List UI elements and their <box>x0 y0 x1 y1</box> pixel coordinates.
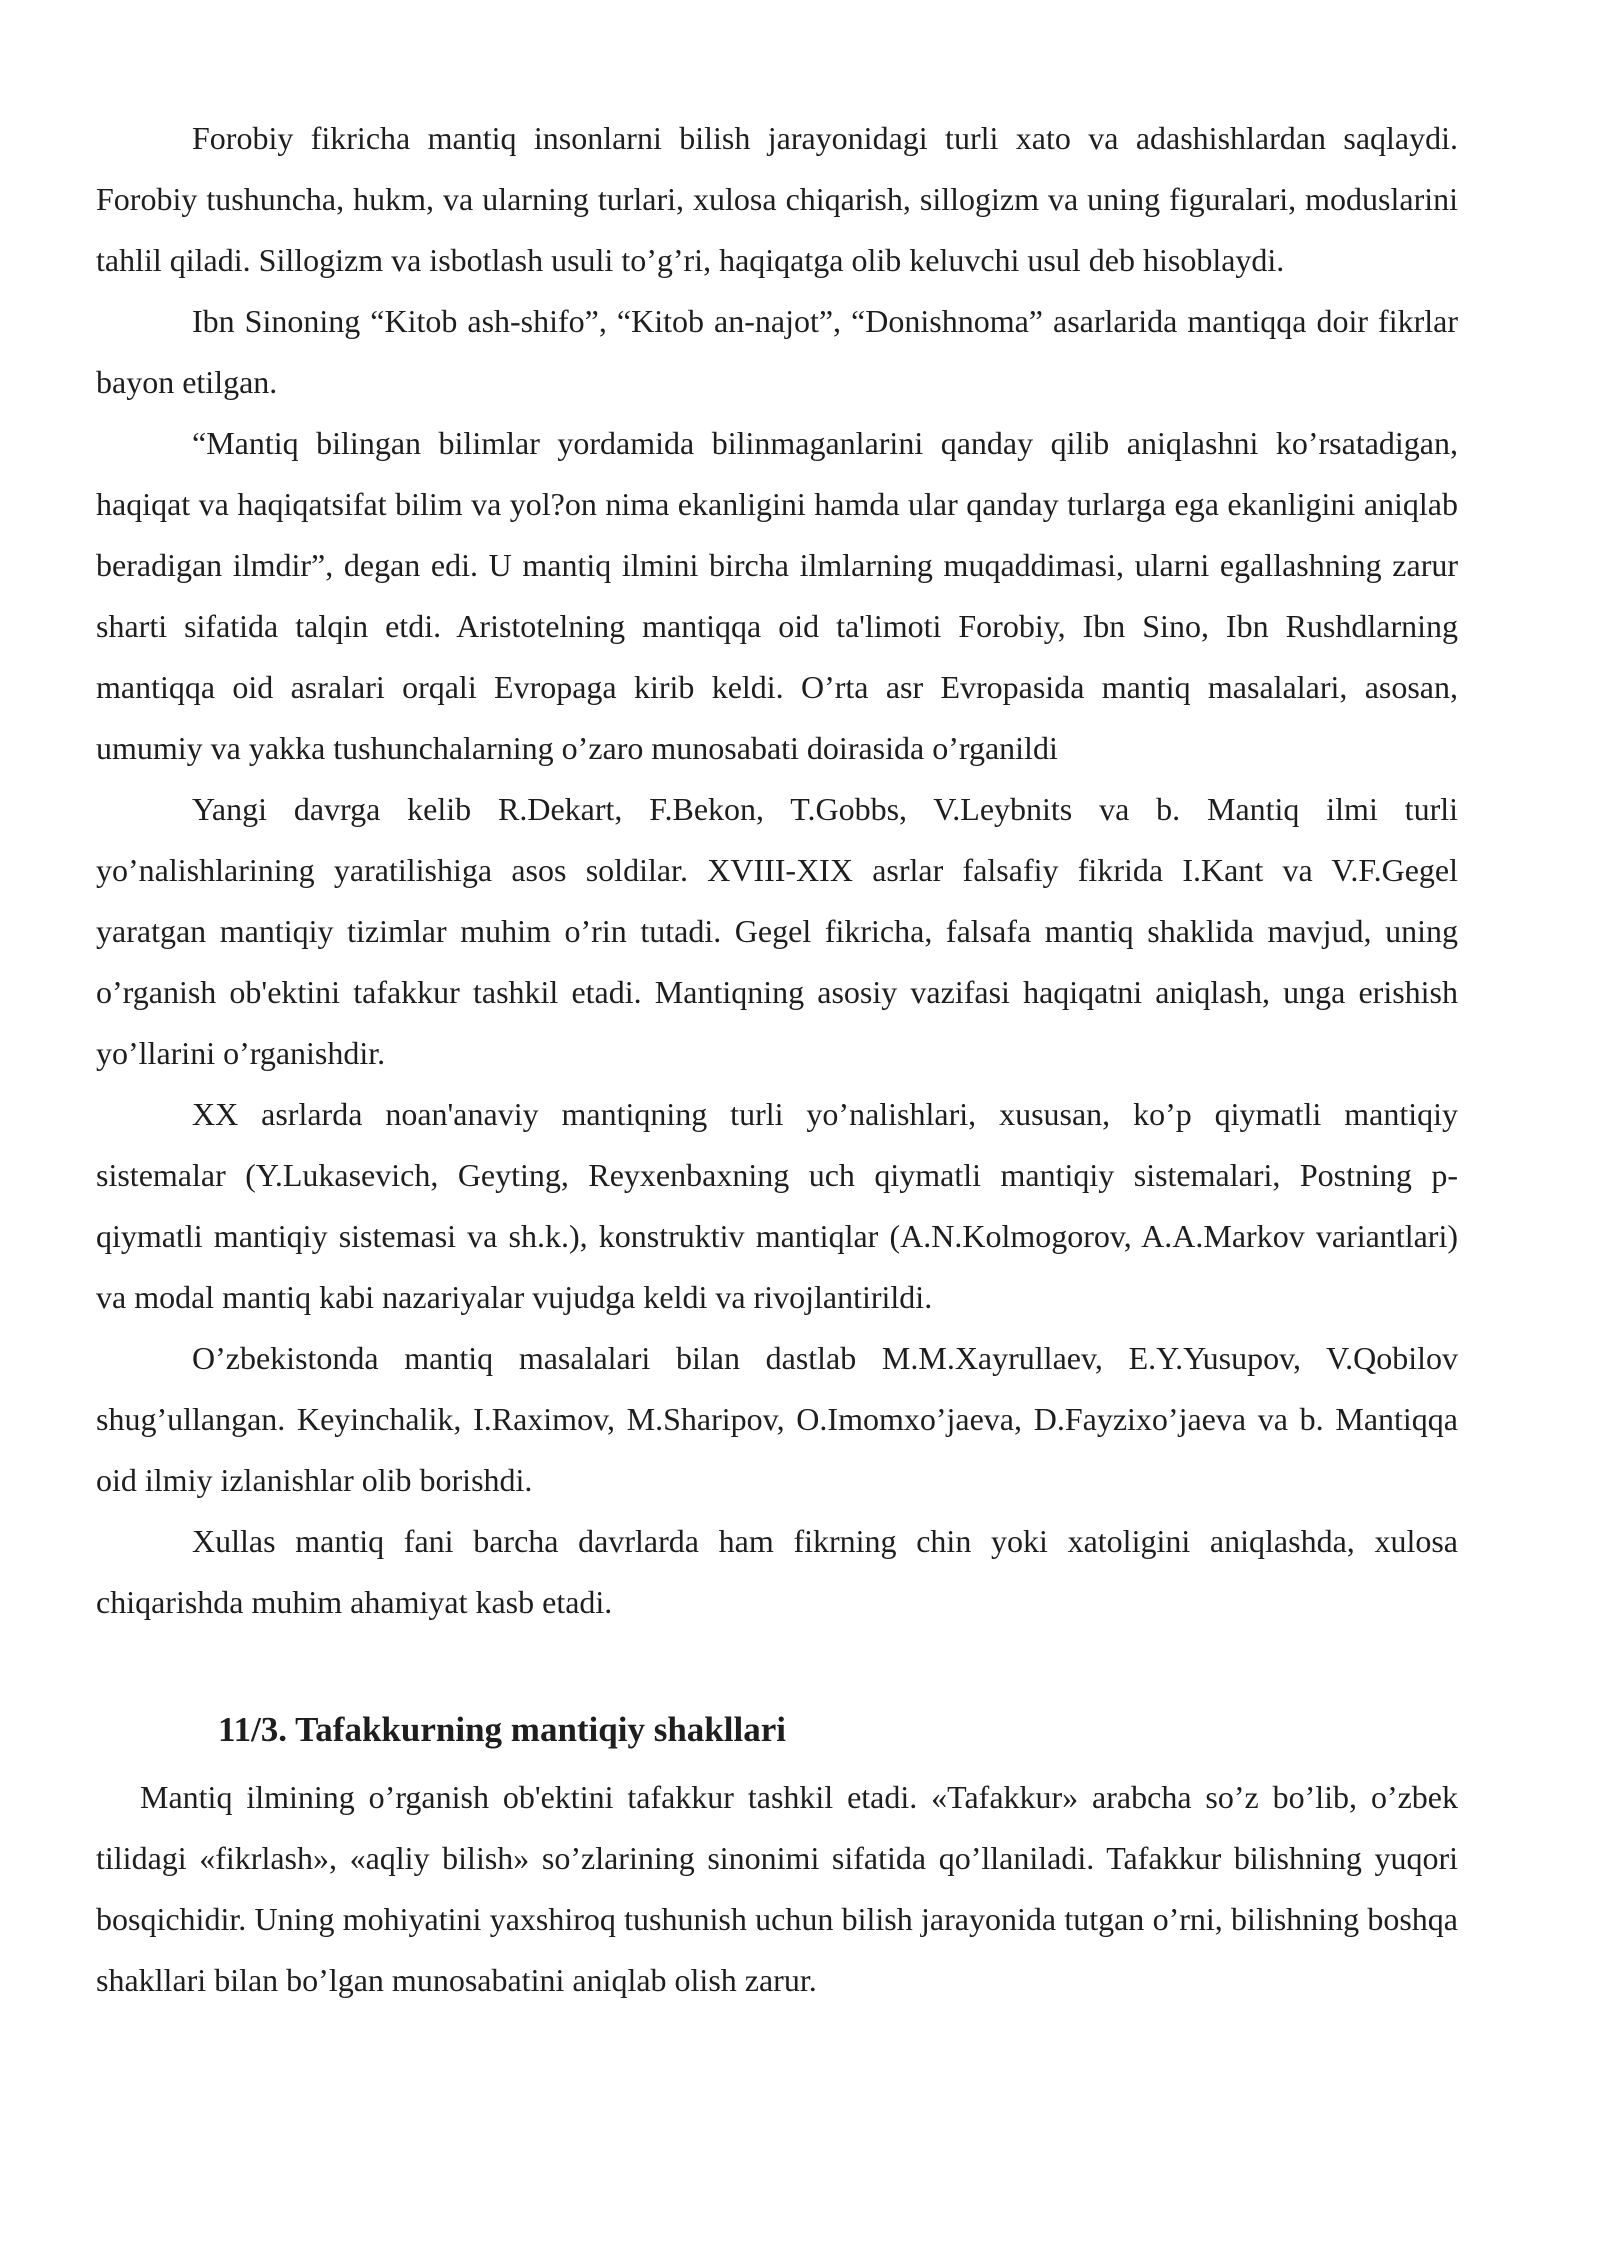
document-page <box>96 108 1458 2011</box>
paragraph-new-era: Yangi davrga kelib R.Dekart, F.Bekon, T.Gobbs, V.Leybnits va b. Mantiq ilmi turli yo’nalishlarining yaratilishiga asos soldilar. XVIII-XIX asrlar falsafiy fikrida I.Kant va V.F.Gegel yaratgan mantiqiy tizimlar muhim o’rin tutadi. Gegel fikricha, falsafa mantiq shaklida mavjud, uning o’rganish ob'ektini tafakkur tashkil etadi. Mantiqning asosiy vazifasi haqiqatni aniqlash, unga erishish yo’llarini o’rganishdir. <box>96 791 1458 1071</box>
paragraph-farabi-logic: Forobiy fikricha mantiq insonlarni bilish jarayonidagi turli xato va adashishlardan saqlaydi. Forobiy tushuncha, hukm, va ularning turlari, xulosa chiqarish, sillogizm va uning figuralari, moduslarini tahlil qiladi. Sillogizm va isbotlash usuli to’g’ri, haqiqatga olib keluvchi usul deb hisoblaydi. <box>96 120 1458 278</box>
paragraph-20th-century: XX asrlarda noan'anaviy mantiqning turli yo’nalishlari, xususan, ko’p qiymatli mantiqiy sistemalar (Y.Lukasevich, Geyting, Reyxenbaxning uch qiymatli mantiqiy sistemalari, Postning p-qiymatli mantiqiy sistemasi va sh.k.), konstruktiv mantiqlar (A.N.Kolmogorov, A.A.Markov variantlari) va modal mantiq kabi nazariyalar vujudga keldi va rivojlantirildi. <box>96 1096 1458 1315</box>
paragraph-logic-definition: “Mantiq bilingan bilimlar yordamida bilinmaganlarini qanday qilib aniqlashni ko’rsatadigan, haqiqat va haqiqatsifat bilim va yol?on nima ekanligini hamda ular qanday turlarga ega ekanligini aniqlab beradigan ilmdir”, degan edi. U mantiq ilmini bircha ilmlarning muqaddimasi, ularni egallashning zarur sharti sifatida talqin etdi. Aristotelning mantiqqa oid ta'limoti Forobiy, Ibn Sino, Ibn Rushdlarning mantiqqa oid asralari orqali Evropaga kirib keldi. O’rta asr Evropasida mantiq masalalari, asosan, umumiy va yakka tushunchalarning o’zaro munosabati doirasida o’rganildi <box>96 425 1458 766</box>
paragraph-uzbekistan: O’zbekistonda mantiq masalalari bilan dastlab M.M.Xayrullaev, E.Y.Yusupov, V.Qobilov shug’ullangan. Keyinchalik, I.Raximov, M.Sharipov, O.Imomxo’jaeva, D.Fayzixo’jaeva va b. Mantiqqa oid ilmiy izlanishlar olib borishdi. <box>96 1340 1458 1498</box>
paragraph-ibn-sina-works: Ibn Sinoning “Kitob ash-shifo”, “Kitob an-najot”, “Donishnoma” asarlarida mantiqqa doir fikrlar bayon etilgan. <box>96 303 1458 400</box>
paragraph-thinking: Mantiq ilmining o’rganish ob'ektini tafakkur tashkil etadi. «Tafakkur» arabcha so’z bo’lib, o’zbek tilidagi «fikrlash», «aqliy bilish» so’zlarining sinonimi sifatida qo’llaniladi. Tafakkur bilishning yuqori bosqichidir. Uning mohiyatini yaxshiroq tushunish uchun bilish jarayonida tutgan o’rni, bilishning boshqa shakllari bilan bo’lgan munosabatini aniqlab olish zarur. <box>96 1779 1458 1998</box>
paragraph-conclusion: Xullas mantiq fani barcha davrlarda ham fikrning chin yoki xatoligini aniqlashda, xulosa chiqarishda muhim ahamiyat kasb etadi. <box>96 1523 1458 1620</box>
section-heading: 11/3. Tafakkurning mantiqiy shakllari <box>218 1710 786 1749</box>
